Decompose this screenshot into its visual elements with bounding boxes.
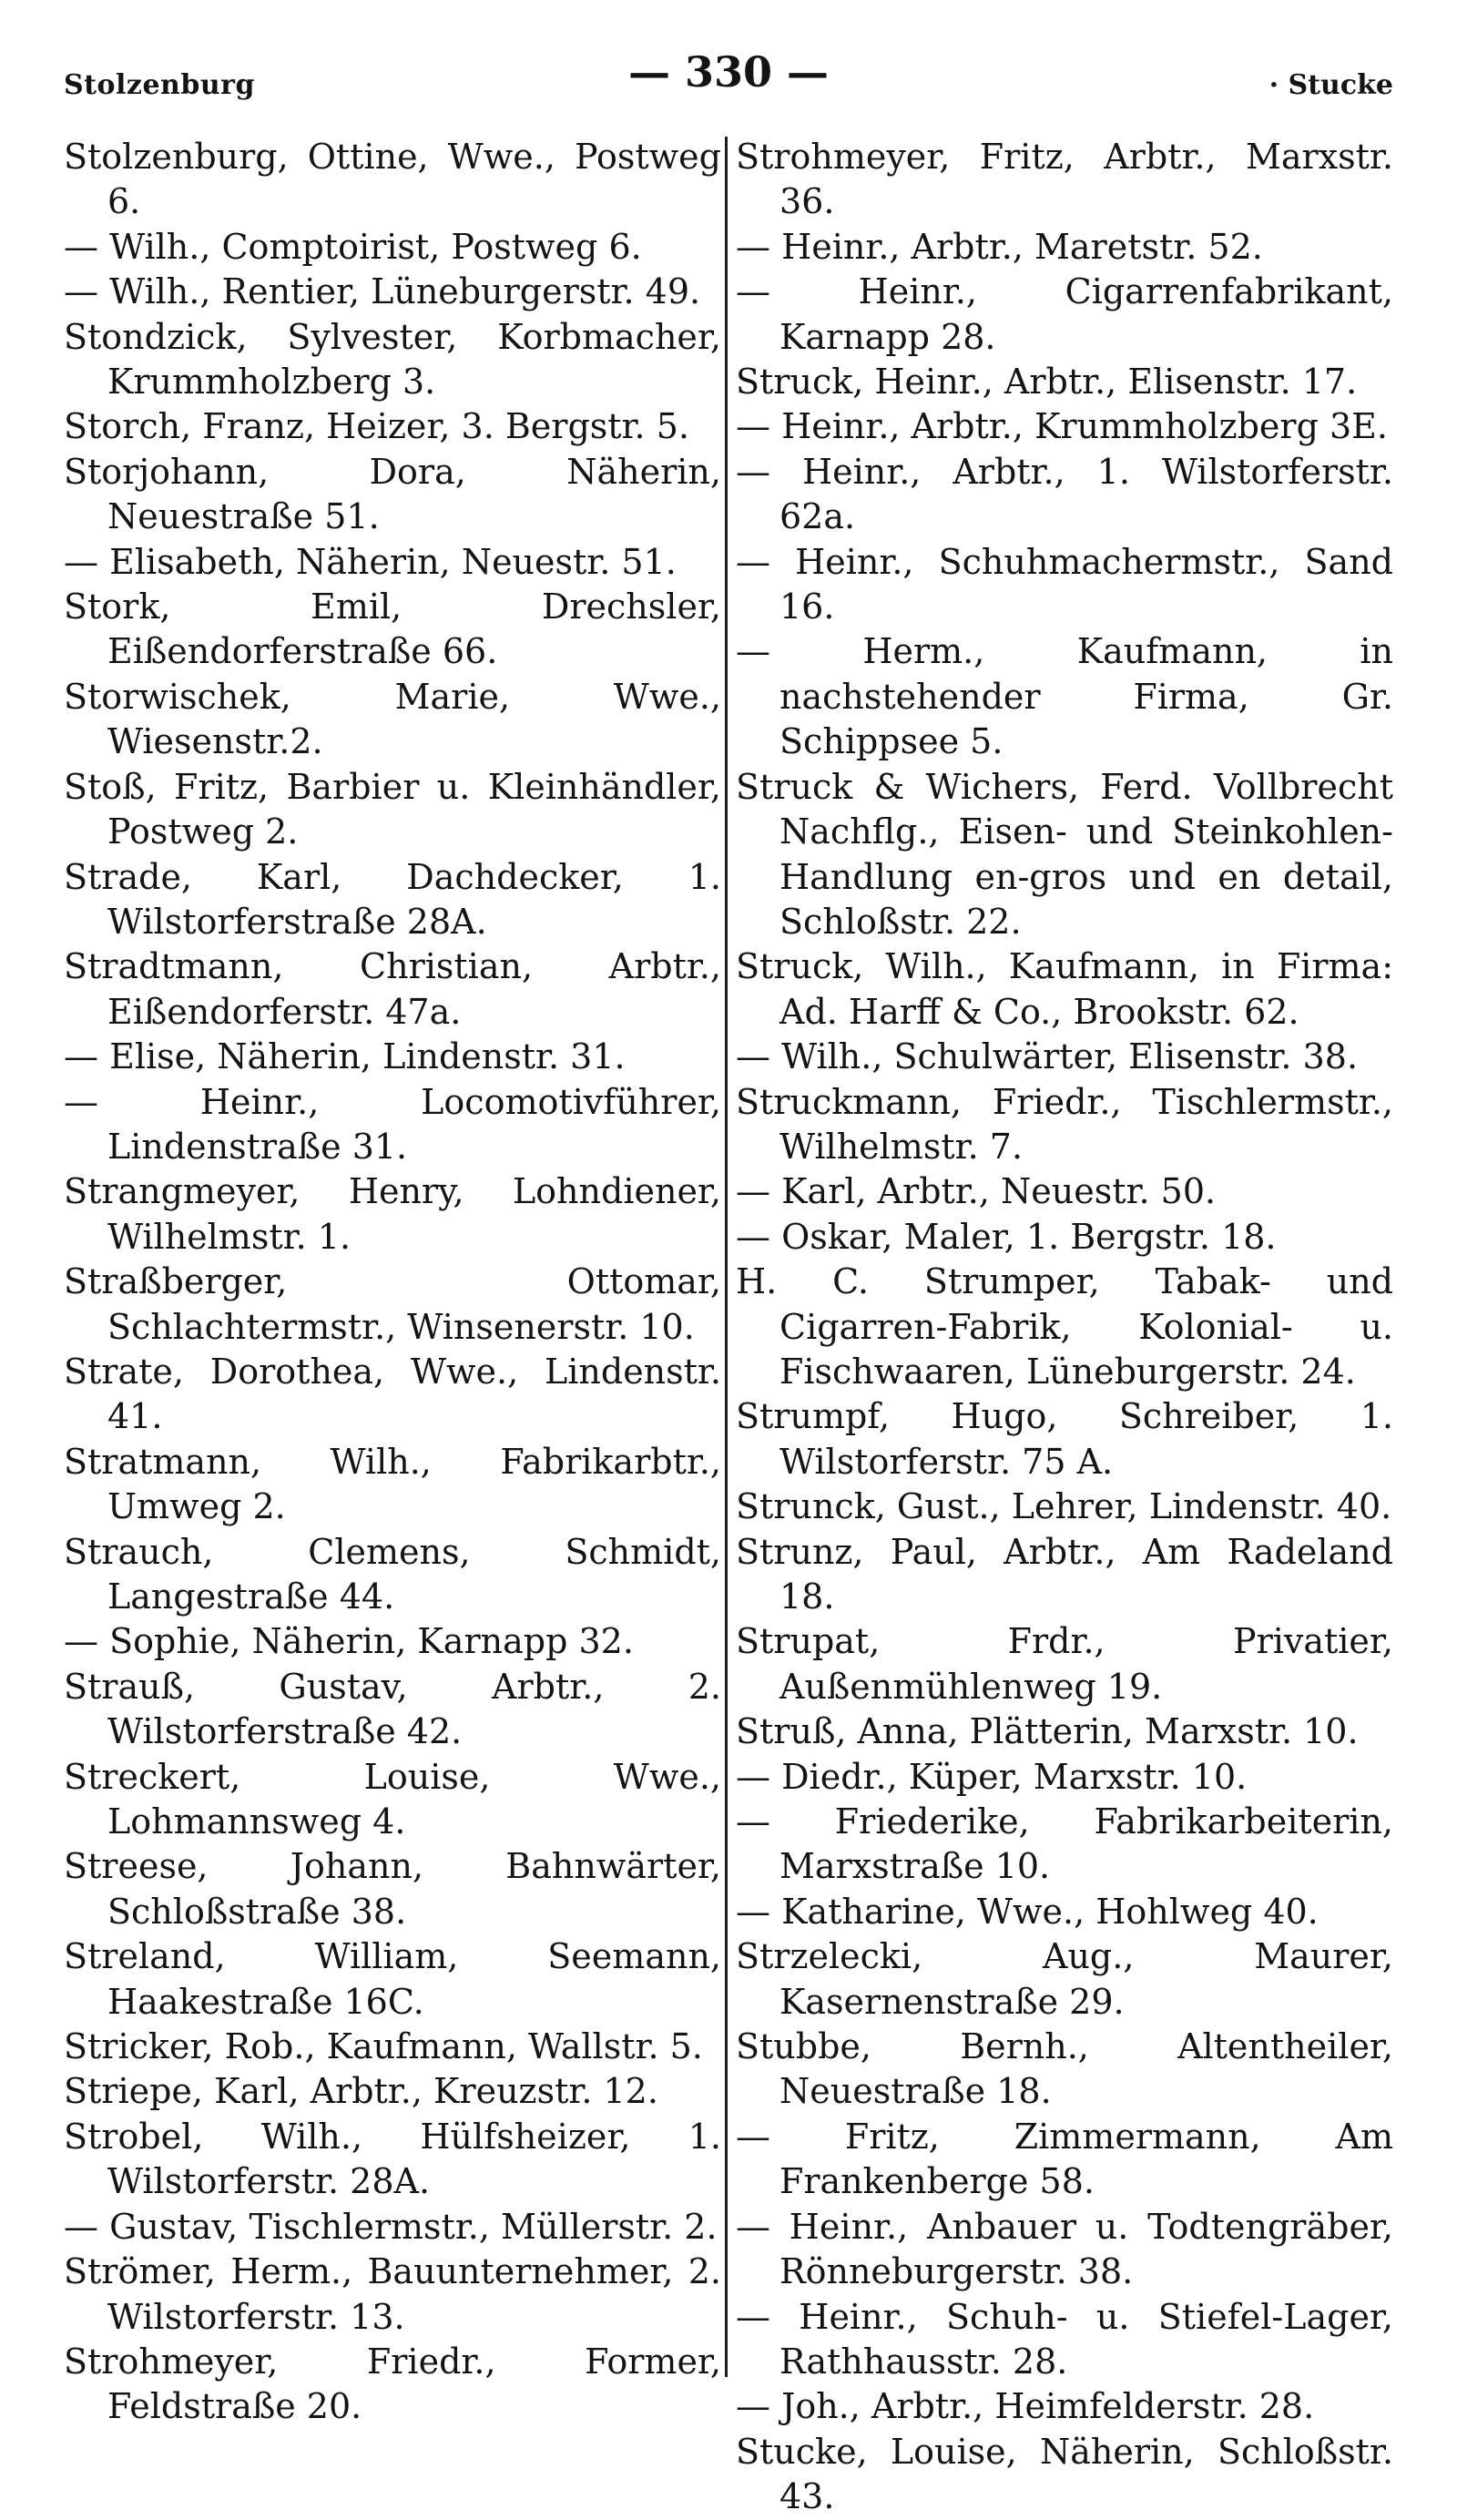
directory-entry: Strunz, Paul, Arbtr., Am Radeland 18. bbox=[736, 1531, 1393, 1617]
directory-entry: Streese, Johann, Bahnwärter, Schloßstraße 38. bbox=[64, 1846, 721, 1932]
directory-entry: Struß, Anna, Plätterin, Marxstr. 10. bbox=[736, 1711, 1359, 1752]
directory-entry: — Heinr., Schuhmachermstr., Sand 16. bbox=[736, 541, 1393, 627]
directory-entry: Streland, William, Seemann, Haakestraße 16C. bbox=[64, 1936, 721, 2022]
directory-entry: — Heinr., Arbtr., 1. Wilstorferstr. 62a. bbox=[736, 451, 1393, 537]
directory-entry: Stubbe, Bernh., Altentheiler, Neuestraße 18. bbox=[736, 2026, 1393, 2112]
directory-entry: — Heinr., Schuh- u. Stiefel-Lager, Rathhausstr. 28. bbox=[736, 2296, 1393, 2382]
directory-entry: Stondzick, Sylvester, Korbmacher, Krummholzberg 3. bbox=[64, 316, 721, 403]
directory-entry: Strohmeyer, Friedr., Former, Feldstraße 20. bbox=[64, 2341, 721, 2427]
directory-entry: Strauch, Clemens, Schmidt, Langestraße 44. bbox=[64, 1531, 721, 1617]
directory-entry: Strupat, Frdr., Privatier, Außenmühlenweg 19. bbox=[736, 1621, 1393, 1707]
directory-entry: H. C. Strumper, Tabak- und Cigarren-Fabrik, Kolonial- u. Fischwaaren, Lüneburgerstr. 24. bbox=[736, 1261, 1393, 1392]
directory-entry: — Katharine, Wwe., Hohlweg 40. bbox=[736, 1891, 1319, 1932]
directory-entry: Stricker, Rob., Kaufmann, Wallstr. 5. bbox=[64, 2026, 703, 2067]
directory-entry: — Wilh., Schulwärter, Elisenstr. 38. bbox=[736, 1036, 1359, 1077]
column-divider bbox=[725, 137, 728, 2377]
directory-entry: Stoß, Fritz, Barbier u. Kleinhändler, Postweg 2. bbox=[64, 766, 721, 852]
directory-entry: Streckert, Louise, Wwe., Lohmannsweg 4. bbox=[64, 1756, 721, 1842]
directory-entry: — Friederike, Fabrikarbeiterin, Marxstraße 10. bbox=[736, 1801, 1393, 1887]
directory-entry: Stolzenburg, Ottine, Wwe., Postweg 6. bbox=[64, 137, 721, 222]
directory-entry: Strumpf, Hugo, Schreiber, 1. Wilstorferstr. 75 A. bbox=[736, 1396, 1393, 1482]
directory-entry: — Heinr., Locomotivführer, Lindenstraße 31. bbox=[64, 1081, 721, 1167]
directory-entry: Storwischek, Marie, Wwe., Wiesenstr.2. bbox=[64, 676, 721, 762]
directory-entry: Strate, Dorothea, Wwe., Lindenstr. 41. bbox=[64, 1351, 721, 1437]
directory-entry: — Heinr., Cigarrenfabrikant, Karnapp 28. bbox=[736, 271, 1393, 357]
page-header bbox=[64, 47, 1393, 102]
directory-entry: — Herm., Kaufmann, in nachstehender Firma, Gr. Schippsee 5. bbox=[736, 631, 1393, 762]
directory-entry: — Wilh., Rentier, Lüneburgerstr. 49. bbox=[64, 271, 701, 312]
directory-entry: — Diedr., Küper, Marxstr. 10. bbox=[736, 1756, 1248, 1797]
directory-entry: — Elise, Näherin, Lindenstr. 31. bbox=[64, 1036, 626, 1077]
directory-entry: Strömer, Herm., Bauunternehmer, 2. Wilstorferstr. 13. bbox=[64, 2251, 721, 2337]
directory-entry: — Karl, Arbtr., Neuestr. 50. bbox=[736, 1171, 1217, 1212]
directory-entry: Strauß, Gustav, Arbtr., 2. Wilstorferstraße 42. bbox=[64, 1666, 721, 1752]
directory-entry: Strzelecki, Aug., Maurer, Kasernenstraße 29. bbox=[736, 1936, 1393, 2022]
left-column bbox=[64, 135, 721, 2430]
directory-entry: Stradtmann, Christian, Arbtr., Eißendorferstr. 47a. bbox=[64, 946, 721, 1032]
directory-entry: — Gustav, Tischlermstr., Müllerstr. 2. bbox=[64, 2206, 718, 2247]
directory-entry: Stork, Emil, Drechsler, Eißendorferstraße 66. bbox=[64, 587, 721, 672]
directory-entry: — Heinr., Arbtr., Maretstr. 52. bbox=[736, 226, 1263, 267]
directory-entry: Strangmeyer, Henry, Lohndiener, Wilhelmstr. 1. bbox=[64, 1171, 721, 1257]
directory-entry: Striepe, Karl, Arbtr., Kreuzstr. 12. bbox=[64, 2071, 658, 2112]
right-column bbox=[736, 135, 1393, 2520]
directory-entry: Storjohann, Dora, Näherin, Neuestraße 51. bbox=[64, 451, 721, 537]
directory-entry: — Oskar, Maler, 1. Bergstr. 18. bbox=[736, 1216, 1277, 1257]
directory-entry: — Heinr., Anbauer u. Todtengräber, Rönneburgerstr. 38. bbox=[736, 2206, 1393, 2292]
directory-entry: — Wilh., Comptoirist, Postweg 6. bbox=[64, 226, 642, 267]
directory-entry: Storch, Franz, Heizer, 3. Bergstr. 5. bbox=[64, 406, 689, 447]
header-left-keyword: Stolzenburg bbox=[64, 69, 255, 101]
directory-entry: Strade, Karl, Dachdecker, 1. Wilstorferstraße 28A. bbox=[64, 856, 721, 942]
directory-entry: — Fritz, Zimmermann, Am Frankenberge 58. bbox=[736, 2116, 1393, 2202]
directory-entry: Strobel, Wilh., Hülfsheizer, 1. Wilstorferstr. 28A. bbox=[64, 2116, 721, 2202]
directory-entry: Stratmann, Wilh., Fabrikarbtr., Umweg 2. bbox=[64, 1441, 721, 1527]
header-right-keyword: · Stucke bbox=[1269, 69, 1393, 101]
directory-entry: — Heinr., Arbtr., Krummholzberg 3E. bbox=[736, 406, 1388, 447]
directory-entry: Stucke, Louise, Näherin, Schloßstr. 43. bbox=[736, 2431, 1393, 2517]
page-number: — 330 — bbox=[627, 47, 830, 97]
directory-entry: Strohmeyer, Fritz, Arbtr., Marxstr. 36. bbox=[736, 137, 1393, 222]
directory-entry: — Sophie, Näherin, Karnapp 32. bbox=[64, 1621, 634, 1662]
directory-entry: — Elisabeth, Näherin, Neuestr. 51. bbox=[64, 541, 677, 582]
directory-entry: Struck & Wichers, Ferd. Vollbrecht Nachflg., Eisen- und Steinkohlen-Handlung en-gros und en detail, Schloßstr. 22. bbox=[736, 766, 1393, 942]
directory-entry: Strunck, Gust., Lehrer, Lindenstr. 40. bbox=[736, 1486, 1392, 1527]
directory-entry: Struck, Heinr., Arbtr., Elisenstr. 17. bbox=[736, 362, 1358, 403]
directory-entry: Straßberger, Ottomar, Schlachtermstr., Winsenerstr. 10. bbox=[64, 1261, 721, 1347]
directory-entry: Struckmann, Friedr., Tischlermstr., Wilhelmstr. 7. bbox=[736, 1081, 1393, 1167]
directory-entry: Struck, Wilh., Kaufmann, in Firma: Ad. Harff & Co., Brookstr. 62. bbox=[736, 946, 1393, 1032]
directory-entry: — Joh., Arbtr., Heimfelderstr. 28. bbox=[736, 2386, 1315, 2427]
